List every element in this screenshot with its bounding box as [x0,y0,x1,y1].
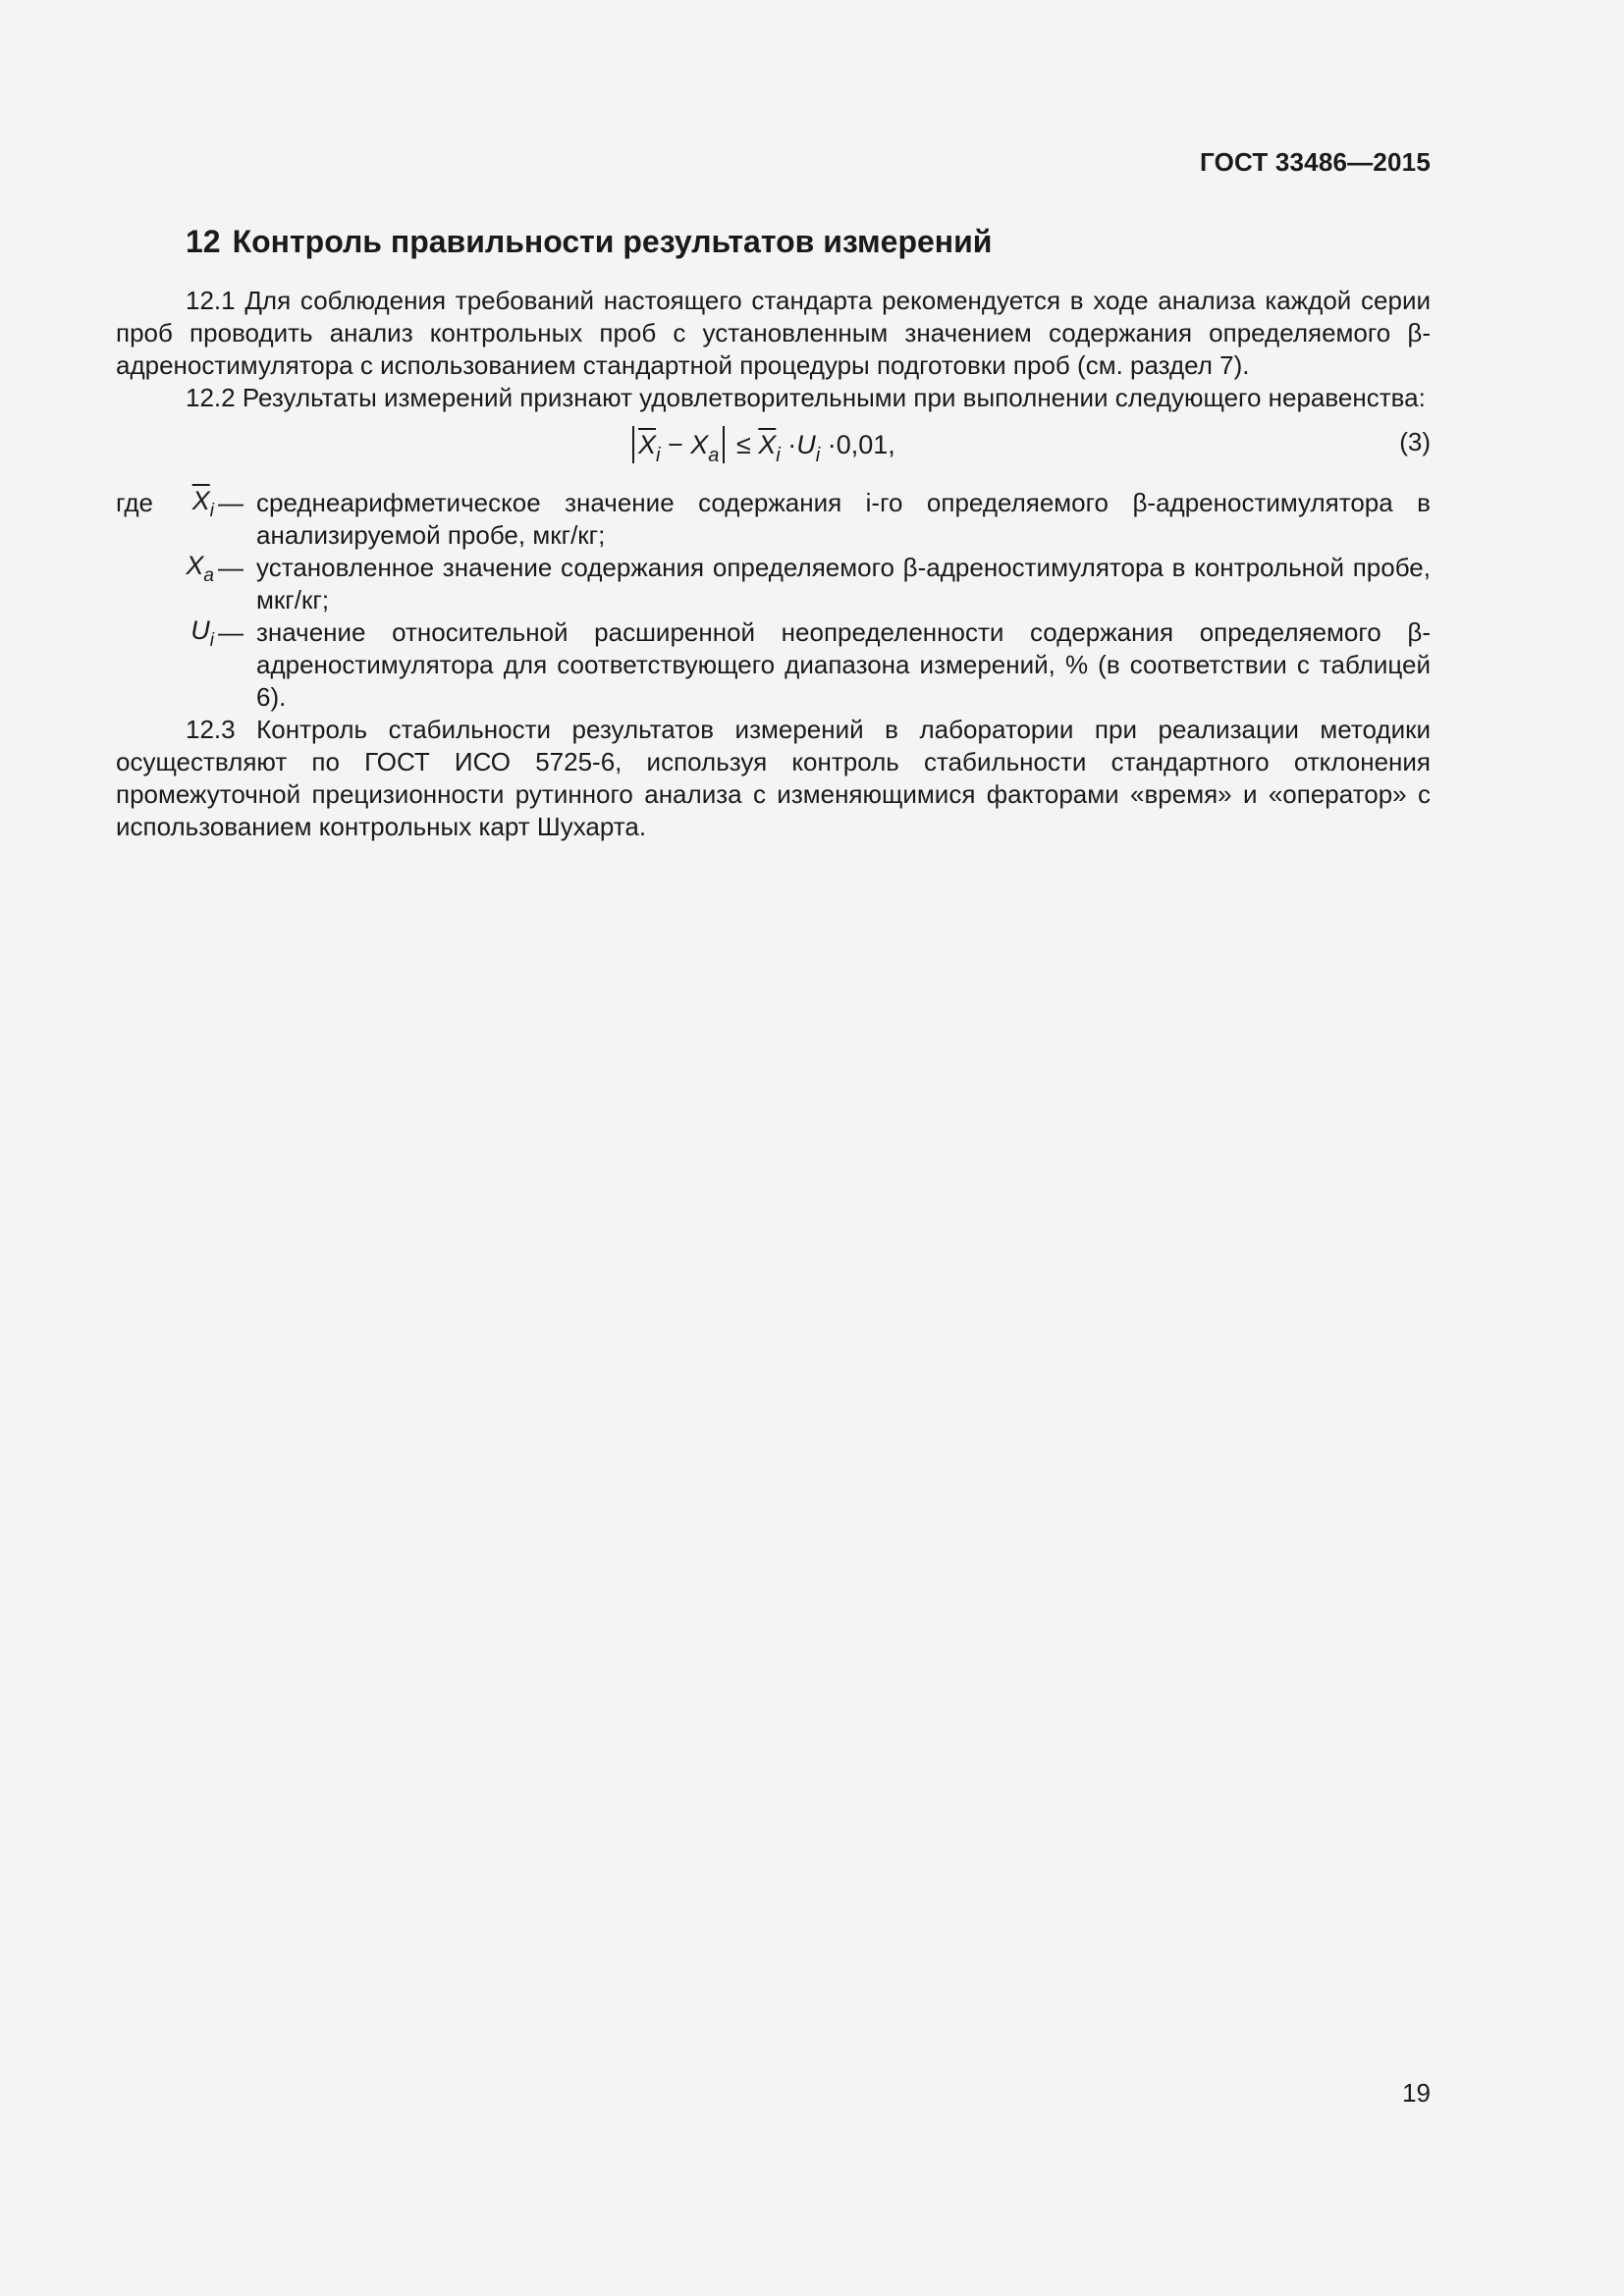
abs-bar-left [632,426,634,463]
standard-designation: ГОСТ 33486—2015 [1200,147,1431,177]
formula-u: U [796,430,816,459]
formula-row [116,414,1431,479]
definition-symbol: $\overline{X}_i$ [191,486,214,521]
definitions-list [116,487,1431,714]
definition-dash: — [218,617,244,647]
formula-number: (3) [1399,427,1431,456]
definition-item [116,487,1431,552]
definition-dash: — [218,553,244,582]
formula-dot: · [787,430,797,459]
definition-symbol: $X_a$ [186,551,214,586]
formula-minus: − [667,430,683,459]
definition-text: среднеарифметическое значение содержания i-го определяемого β-адреностимулятора в анализируемой пробе, мкг/кг; [256,488,1431,550]
inequality-formula [628,426,895,472]
paragraph-12-2: 12.2 Результаты измерений признают удовлетворительными при выполнении следующего неравенства: [186,383,1426,412]
formula-dot-2: · [827,430,837,459]
section-body [116,285,1431,843]
definition-symbol: $U_i$ [190,615,214,651]
where-word: где [116,488,153,517]
definition-item [116,552,1431,616]
definition-text: установленное значение содержания определяемого β-адреностимулятора в контрольной пробе, мкг/кг; [256,553,1431,614]
definition-item [116,616,1431,714]
section-heading [186,224,992,260]
formula-sub-i: i [656,445,661,466]
formula-mean-x: $\overline{X}$ [638,430,657,459]
document-page [116,0,1431,2296]
formula-tail: 0,01, [836,430,895,459]
formula-sub-i-3: i [815,445,821,466]
formula-sub-i-2: i [776,445,781,466]
formula-sub-a: a [708,445,720,466]
definition-dash: — [218,488,244,517]
abs-bar-right [723,426,725,463]
formula-le: ≤ [735,430,751,459]
paragraph-12-3: 12.3 Контроль стабильности результатов измерений в лаборатории при реализации методики осуществляют по ГОСТ ИСО 5725-6, используя контроль стабильности стандартного отклонения промежуточной прецизионности рутинного анализа с изменяющимися факторами «время» и «оператор» с использованием контрольных карт Шухарта. [116,715,1431,841]
section-title-text: Контроль правильности результатов измерений [232,224,993,259]
page-number: 19 [1402,2078,1431,2108]
paragraph-12-1: 12.1 Для соблюдения требований настоящего стандарта рекомендуется в ходе анализа каждой серии проб проводить анализ контрольных проб с установленным значением содержания определяемого β-адреностимулятора с использованием стандартной процедуры подготовки проб (см. раздел 7). [116,286,1431,380]
formula-mean-x-2: $\overline{X}$ [758,430,777,459]
definition-text: значение относительной расширенной неопределенности содержания определяемого β-адреностимулятора для соответствующего диапазона измерений, % (в соответствии с таблицей 6). [256,617,1431,712]
section-number: 12 [186,224,221,259]
formula-xa: X [690,430,709,459]
